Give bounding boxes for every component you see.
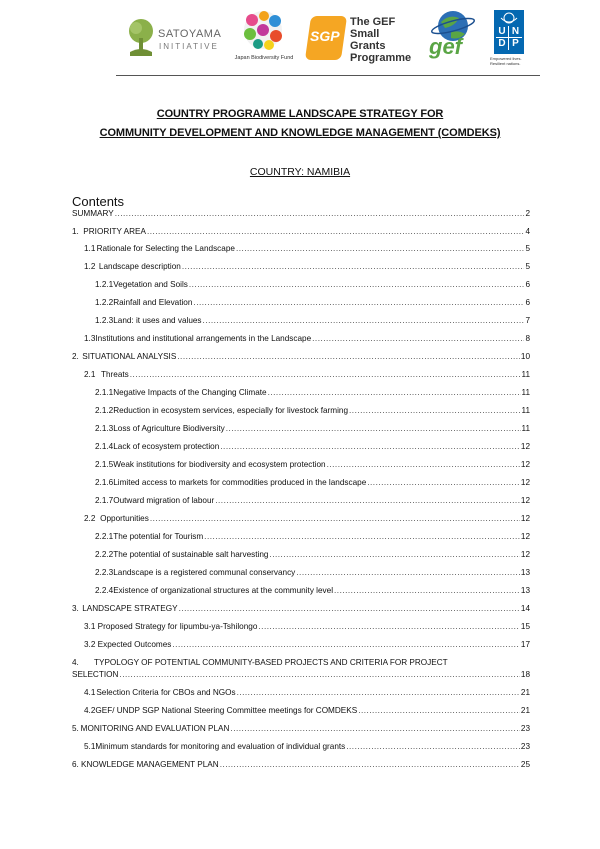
toc-page-number: 23 [520, 724, 530, 733]
toc-entry-2-1[interactable] [84, 370, 530, 379]
toc-dot-leader [177, 352, 520, 361]
toc-dot-leader [327, 460, 520, 469]
jbf-caption: Japan Biodiversity Fund [234, 55, 294, 61]
toc-entry-4-line1 [72, 658, 530, 667]
toc-entry-title: Outward migration of labour [113, 496, 215, 505]
toc-entry-title: TYPOLOGY OF POTENTIAL COMMUNITY-BASED PROJECTS AND CRITERIA FOR PROJECT [94, 658, 448, 667]
toc-dot-leader [258, 622, 519, 631]
toc-entry-title: PRIORITY AREA [83, 227, 146, 236]
toc-entry-number: 1.3 [84, 334, 96, 343]
toc-entry-4-1[interactable] [84, 688, 530, 697]
toc-entry-title: Vegetation and Soils [113, 280, 188, 289]
toc-entry-number: 6. [72, 760, 79, 769]
toc-dot-leader [182, 262, 525, 271]
toc-dot-leader [193, 298, 524, 307]
toc-entry-title: 3.1 Proposed Strategy for Iipumbu-ya-Tshilongo [84, 622, 258, 631]
sgp-logo [308, 14, 412, 64]
undp-logo [490, 10, 534, 70]
toc-entry-title: Landscape is a registered communal conservancy [113, 568, 296, 577]
toc-dot-leader [367, 478, 520, 487]
toc-page-number: 12 [520, 532, 530, 541]
toc-entry-number: 1.2.1 [95, 280, 114, 289]
toc-entry-number: 2.2.1 [95, 532, 114, 541]
toc-entry-title: KNOWLEDGE MANAGEMENT PLAN [80, 760, 219, 769]
toc-entry-number: 2.2.3 [95, 568, 114, 577]
toc-page-number: 5 [525, 244, 530, 253]
toc-entry-title: Institutions and institutional arrangements in the Landscape [95, 334, 312, 343]
toc-entry-1-2-3[interactable] [95, 316, 530, 325]
toc-page-number: 12 [520, 496, 530, 505]
toc-page-number: 8 [525, 334, 530, 343]
toc-entry-title: GEF/ UNDP SGP National Steering Committee meetings for COMDEKS [95, 706, 358, 715]
toc-entry-5-1[interactable] [84, 742, 530, 751]
toc-page-number: 25 [520, 760, 530, 769]
toc-dot-leader [312, 334, 524, 343]
toc-dot-leader [334, 586, 520, 595]
toc-page-number: 11 [521, 424, 530, 433]
toc-entry-title: Rationale for Selecting the Landscape [96, 244, 235, 253]
toc-entry-title: Negative Impacts of the Changing Climate [113, 388, 267, 397]
toc-entry-number: 1.2.2 [95, 298, 114, 307]
toc-entry-2-2[interactable] [84, 514, 530, 523]
toc-entry-number: 2.2.4 [95, 586, 114, 595]
toc-entry-number: 4. [72, 658, 79, 667]
toc-page-number: 15 [520, 622, 530, 631]
gef-text: gef [429, 34, 462, 59]
toc-entry-title: Weak institutions for biodiversity and ecosystem protection [113, 460, 326, 469]
toc-entry-1[interactable] [72, 227, 530, 236]
toc-dot-leader [130, 370, 521, 379]
undp-letter-p: P [512, 38, 519, 49]
document-title-line2: COMMUNITY DEVELOPMENT AND KNOWLEDGE MANAGEMENT (COMDEKS) [99, 127, 501, 139]
toc-dot-leader [237, 688, 520, 697]
toc-entry-title: MONITORING AND EVALUATION PLAN [80, 724, 230, 733]
biodiversity-fund-emblem-icon [238, 8, 288, 52]
toc-dot-leader [220, 442, 520, 451]
toc-page-number: 12 [520, 550, 530, 559]
toc-page-number: 12 [520, 514, 530, 523]
toc-entry-2-1-7[interactable] [95, 496, 530, 505]
toc-entry-title: Lack of ecosystem protection [113, 442, 220, 451]
toc-dot-leader [236, 244, 525, 253]
toc-dot-leader [189, 280, 525, 289]
toc-entry-number: 2.1.5 [95, 460, 114, 469]
gef-logo [423, 8, 477, 64]
toc-entry-1-3[interactable] [84, 334, 530, 343]
toc-entry-title: Existence of organizational structures at the community level [113, 586, 334, 595]
toc-entry-number: 5. [72, 724, 79, 733]
toc-entry-title: Limited access to markets for commodities produced in the landscape [113, 478, 367, 487]
toc-dot-leader [204, 532, 520, 541]
toc-entry-2-2-2[interactable] [95, 550, 530, 559]
toc-entry-number: 2.1 [84, 370, 96, 379]
toc-page-number: 12 [520, 478, 530, 487]
toc-entry-3-1[interactable] [84, 622, 530, 631]
header-divider [116, 75, 540, 76]
undp-caption: Empowered lives. Resilient nations. [490, 56, 522, 66]
toc-entry-title: The potential of sustainable salt harvesting [113, 550, 269, 559]
toc-dot-leader [296, 568, 520, 577]
toc-entry-2-1-3[interactable] [95, 424, 530, 433]
toc-dot-leader [179, 604, 520, 613]
satoyama-line1: SATOYAMA [158, 28, 222, 40]
japan-biodiversity-fund-logo [228, 8, 300, 68]
sgp-mark: SGP [310, 28, 340, 44]
toc-entry-title: LANDSCAPE STRATEGY [82, 604, 178, 613]
toc-entry-number: 1.2 [84, 262, 96, 271]
toc-dot-leader [226, 424, 521, 433]
header-logos [120, 8, 540, 70]
toc-entry-title: SITUATIONAL ANALYSIS [82, 352, 177, 361]
toc-entry-6[interactable] [72, 760, 530, 769]
toc-page-number: 12 [520, 460, 530, 469]
toc-dot-leader [268, 388, 521, 397]
toc-entry-title: Reduction in ecosystem services, especially for livestock farming [113, 406, 349, 415]
toc-dot-leader [215, 496, 520, 505]
toc-entry-number: 2.2.2 [95, 550, 114, 559]
toc-entry-title: Opportunities [100, 514, 149, 523]
toc-entry-4-line2 [72, 670, 530, 679]
toc-entry-1-2[interactable] [84, 262, 530, 271]
toc-entry-title: The potential for Tourism [113, 532, 204, 541]
toc-page-number: 6 [525, 298, 530, 307]
toc-entry-number: 2.1.3 [95, 424, 114, 433]
undp-letter-d: D [496, 38, 509, 50]
toc-page-number: 13 [520, 568, 530, 577]
undp-letter-u: U [496, 26, 509, 38]
country-label: COUNTRY: NAMIBIA [249, 166, 351, 178]
toc-entry-3[interactable] [72, 604, 530, 613]
toc-entry-2-1-6[interactable] [95, 478, 530, 487]
toc-entry-1-2-2[interactable] [95, 298, 530, 307]
toc-page-number: 13 [520, 586, 530, 595]
contents-heading: Contents [72, 194, 125, 209]
toc-entry-title: Loss of Agriculture Biodiversity [113, 424, 225, 433]
toc-page-number: 23 [520, 742, 530, 751]
un-emblem-icon [496, 12, 522, 24]
satoyama-tree-icon [126, 18, 156, 58]
undp-letter-n: N [509, 26, 522, 38]
toc-entry-number: 1.2.3 [95, 316, 114, 325]
toc-entry-2-1-5[interactable] [95, 460, 530, 469]
toc-page-number: 11 [521, 370, 530, 379]
toc-page-number: 21 [520, 706, 530, 715]
toc-entry-2-2-3[interactable] [95, 568, 530, 577]
toc-page-number: 11 [521, 406, 530, 415]
toc-entry-title-continued: SELECTION [72, 670, 119, 679]
toc-entry-number: 1. [72, 227, 79, 236]
toc-entry-title: Threats [101, 370, 129, 379]
toc-entry-number: 2.1.2 [95, 406, 114, 415]
toc-page-number: 7 [525, 316, 530, 325]
toc-dot-leader [220, 760, 520, 769]
satoyama-line2: INITIATIVE [159, 42, 219, 51]
toc-entry-2-1-1[interactable] [95, 388, 530, 397]
toc-dot-leader [150, 514, 520, 523]
toc-page-number: 6 [525, 280, 530, 289]
sgp-line1: The GEF [350, 16, 396, 28]
toc-entry-number: 4.2 [84, 706, 96, 715]
toc-entry-number: 1.1 [84, 244, 96, 253]
toc-entry-number: 2.1.6 [95, 478, 114, 487]
toc-entry-number: 4.1 [84, 688, 96, 697]
toc-entry-2-2-1[interactable] [95, 532, 530, 541]
toc-page-number: 18 [520, 670, 530, 679]
toc-page-number: 11 [521, 388, 530, 397]
toc-entry-2[interactable] [72, 352, 530, 361]
toc-entry-title: Selection Criteria for CBOs and NGOs [96, 688, 236, 697]
toc-entry-4-2[interactable] [84, 706, 530, 715]
toc-dot-leader [346, 742, 520, 751]
toc-entry-5[interactable] [72, 724, 530, 733]
toc-page-number: 10 [520, 352, 530, 361]
toc-entry-number: 2.2 [84, 514, 96, 523]
toc-dot-leader [230, 724, 519, 733]
toc-entry-1-2-1[interactable] [95, 280, 530, 289]
toc-entry-number: 3. [72, 604, 79, 613]
toc-entry-summary[interactable] [72, 209, 530, 218]
toc-page-number: 4 [525, 227, 530, 236]
toc-entry-2-2-4[interactable] [95, 586, 530, 595]
toc-entry-number: 2.1.1 [95, 388, 114, 397]
toc-page-number: 21 [520, 688, 530, 697]
toc-entry-title: 3.2 Expected Outcomes [84, 640, 172, 649]
toc-page-number: 2 [525, 209, 530, 218]
toc-entry-title: SUMMARY [72, 209, 114, 218]
toc-dot-leader [349, 406, 520, 415]
toc-entry-number: 2.1.4 [95, 442, 114, 451]
toc-dot-leader [147, 227, 525, 236]
toc-entry-number: 2.1.7 [95, 496, 114, 505]
toc-dot-leader [358, 706, 520, 715]
toc-entry-title: Land: it uses and values [113, 316, 202, 325]
toc-entry-title: Landscape description [98, 262, 181, 271]
sgp-line2: Small Grants [350, 28, 386, 52]
toc-entry-1-1[interactable] [84, 244, 530, 253]
toc-entry-title: Minimum standards for monitoring and evaluation of individual grants [95, 742, 346, 751]
sgp-line3: Programme [350, 52, 412, 64]
toc-dot-leader [269, 550, 519, 559]
toc-page-number: 17 [520, 640, 530, 649]
toc-dot-leader [115, 209, 525, 218]
toc-entry-3-2[interactable] [84, 640, 530, 649]
toc-page-number: 5 [525, 262, 530, 271]
toc-dot-leader [119, 670, 519, 679]
satoyama-logo [126, 18, 222, 58]
document-title-line1: COUNTRY PROGRAMME LANDSCAPE STRATEGY FOR [156, 108, 444, 120]
toc-entry-title: Rainfall and Elevation [113, 298, 193, 307]
toc-page-number: 12 [520, 442, 530, 451]
toc-entry-2-1-2[interactable] [95, 406, 530, 415]
toc-dot-leader [203, 316, 525, 325]
toc-dot-leader [172, 640, 520, 649]
toc-entry-2-1-4[interactable] [95, 442, 530, 451]
toc-entry-number: 2. [72, 352, 79, 361]
toc-entry-number: 5.1 [84, 742, 96, 751]
toc-page-number: 14 [520, 604, 530, 613]
